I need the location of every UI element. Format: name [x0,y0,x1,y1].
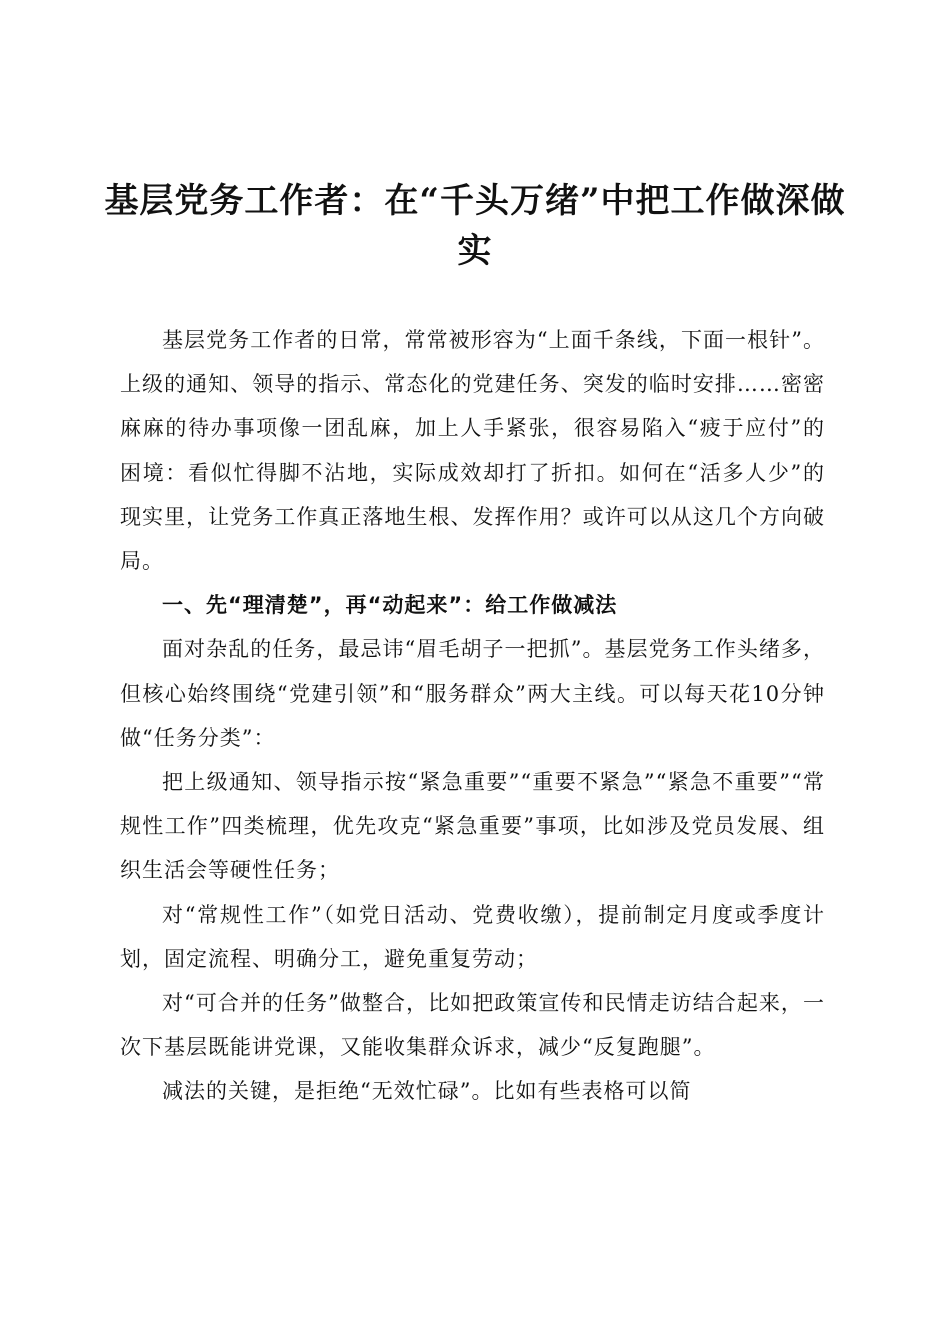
paragraph-task-classification: 把上级通知、领导指示按“紧急重要”“重要不紧急”“紧急不重要”“常规性工作”四类梳理，优先攻克“紧急重要”事项，比如涉及党员发展、组织生活会等硬性任务； [120,770,825,883]
paragraph-intro: 基层党务工作者的日常，常常被形容为“上面千条线，下面一根针”。上级的通知、领导的指示、常态化的党建任务、突发的临时安排……密密麻麻的待办事项像一团乱麻，加上人手紧张，很容易陷入“疲于应付”的困境：看似忙得脚不沾地，实际成效却打了折扣。如何在“活多人少”的现实里，让党务工作真正落地生根、发挥作用？或许可以从这几个方向破局。 [120,328,825,574]
section-heading-1: 一、先“理清楚”，再“动起来”：给工作做减法 [162,593,618,618]
paragraph-task-focus: 面对杂乱的任务，最忌讳“眉毛胡子一把抓”。基层党务工作头绪多，但核心始终围绕“党建引领”和“服务群众”两大主线。可以每天花10分钟做“任务分类”： [120,637,825,750]
paragraph-routine-work: 对“常规性工作”（如党日活动、党费收缴），提前制定月度或季度计划，固定流程、明确分工，避免重复劳动； [120,902,825,971]
document-body [120,318,825,1114]
paragraph-subtraction-key: 减法的关键，是拒绝“无效忙碌”。比如有些表格可以简 [162,1079,692,1104]
document-title: 基层党务工作者：在“千头万绪”中把工作做深做实 [104,181,846,271]
paragraph-merge-tasks: 对“可合并的任务”做整合，比如把政策宣传和民情走访结合起来，一次下基层既能讲党课，又能收集群众诉求，减少“反复跑腿”。 [120,991,825,1060]
